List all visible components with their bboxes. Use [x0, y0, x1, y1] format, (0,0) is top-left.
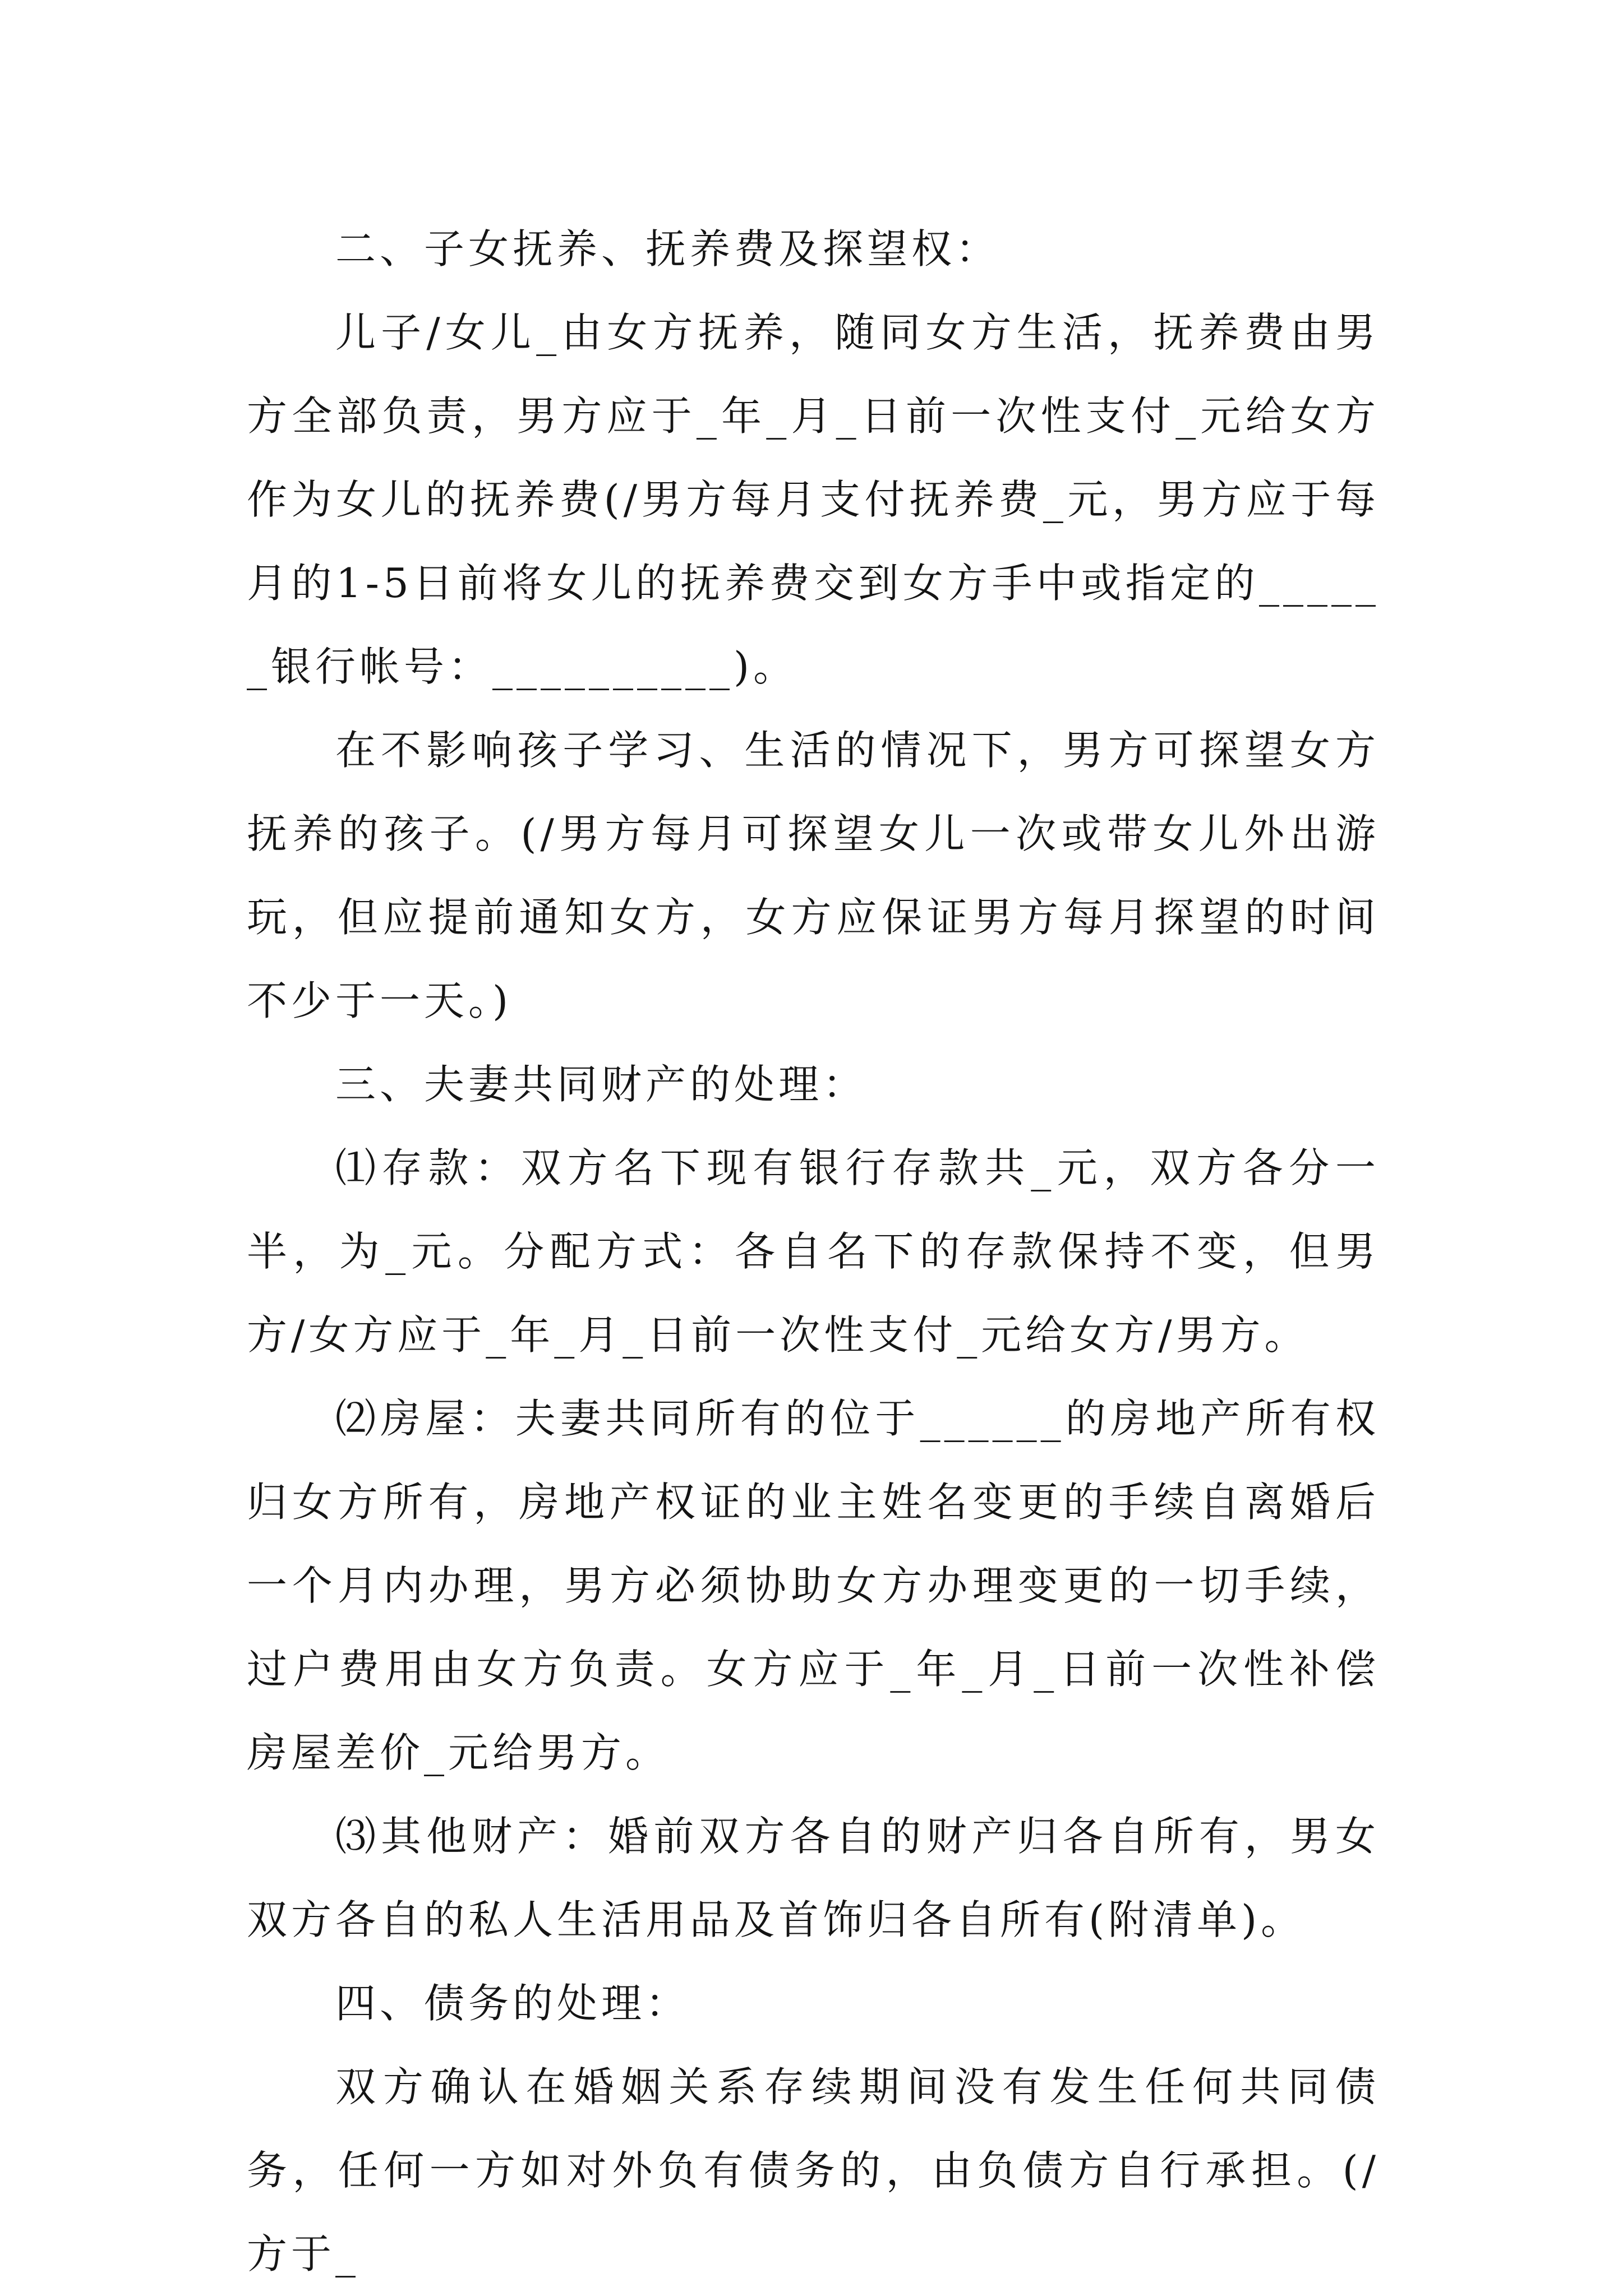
section-heading-joint-property: 三、夫妻共同财产的处理： — [335, 1061, 868, 1108]
paragraph-visitation: 在不影响孩子学习、生活的情况下，男方可探望女方抚养的孩子。(/男方每月可探望女儿一次或带女儿外出游玩，但应提前通知女方，女方应保证男方每月探望的时间不少于一天。) — [247, 727, 1380, 1024]
paragraph-house: ⑵房屋：夫妻共同所有的位于______的房地产所有权归女方所有，房地产权证的业主姓名变更的手续自离婚后一个月内办理，男方必须协助女方办理变更的一切手续，过户费用由女方负责。女方应于_年_月_日前一次性补偿房屋差价_元给男方。 — [247, 1395, 1380, 1776]
document-body — [247, 207, 1380, 2296]
paragraph-debts: 双方确认在婚姻关系存续期间没有发生任何共同债务，任何一方如对外负有债务的，由负债方自行承担。(/方于_ — [247, 2063, 1380, 2277]
section-heading-child-custody: 二、子女抚养、抚养费及探望权： — [335, 225, 1000, 272]
paragraph-child-support: 儿子/女儿_由女方抚养，随同女方生活，抚养费由男方全部负责，男方应于_年_月_日前一次性支付_元给女方作为女儿的抚养费(/男方每月支付抚养费_元，男方应于每月的1-5日前将女儿的抚养费交到女方手中或指定的______银行帐号：__________)。 — [247, 309, 1380, 690]
paragraph-deposits: ⑴存款：双方名下现有银行存款共_元，双方各分一半，为_元。分配方式：各自名下的存款保持不变，但男方/女方应于_年_月_日前一次性支付_元给女方/男方。 — [247, 1144, 1380, 1359]
paragraph-other-property: ⑶其他财产：婚前双方各自的财产归各自所有，男女双方各自的私人生活用品及首饰归各自所有(附清单)。 — [247, 1813, 1380, 1943]
section-heading-debts: 四、债务的处理： — [335, 1980, 690, 2027]
